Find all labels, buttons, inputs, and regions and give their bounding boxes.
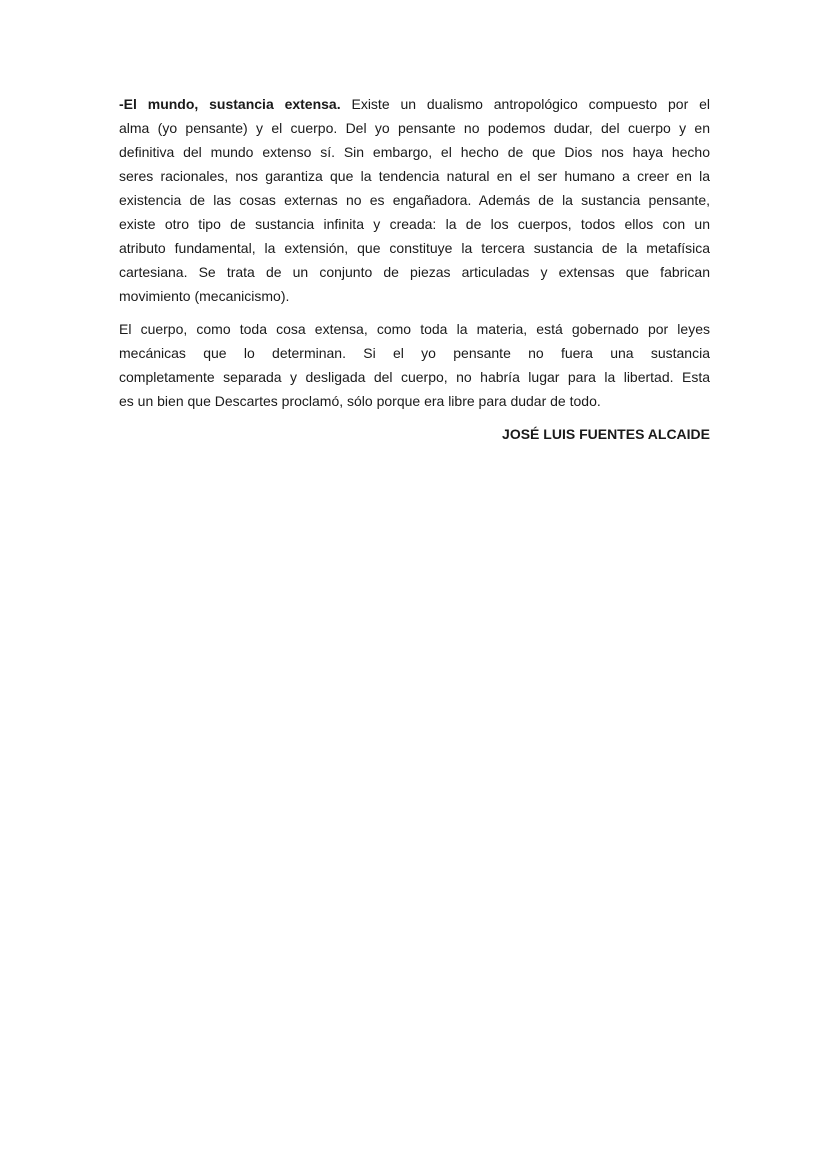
text-segment: existe otro tipo de sustancia infinita y creada: la de los cuerpos, todos ellos con un: [119, 216, 710, 232]
text-segment: existencia de las cosas externas no es engañadora. Además de la sustancia pensante,: [119, 192, 710, 208]
text-line: [119, 260, 710, 284]
bold-lead: -El mundo, sustancia extensa.: [119, 96, 341, 112]
text-line: [119, 389, 710, 413]
paragraph: [119, 317, 710, 413]
text-line: [119, 284, 710, 308]
text-segment: definitiva del mundo extenso sí. Sin embargo, el hecho de que Dios nos haya hecho: [119, 144, 710, 160]
text-line: [119, 164, 710, 188]
author-signature: JOSÉ LUIS FUENTES ALCAIDE: [502, 426, 710, 442]
text-segment: mecánicas que lo determinan. Si el yo pensante no fuera una sustancia: [119, 345, 710, 361]
text-line: [119, 140, 710, 164]
paragraphs: [119, 92, 710, 413]
text-segment: atributo fundamental, la extensión, que constituye la tercera sustancia de la metafísica: [119, 240, 710, 256]
text-segment: seres racionales, nos garantiza que la tendencia natural en el ser humano a creer en la: [119, 168, 710, 184]
text-line: [119, 317, 710, 341]
document-body: [119, 92, 710, 446]
text-segment: es un bien que Descartes proclamó, sólo porque era libre para dudar de todo.: [119, 393, 601, 409]
paragraph: [119, 92, 710, 308]
text-segment: cartesiana. Se trata de un conjunto de piezas articuladas y extensas que fabrican: [119, 264, 710, 280]
text-segment: alma (yo pensante) y el cuerpo. Del yo pensante no podemos dudar, del cuerpo y en: [119, 120, 710, 136]
text-segment: Existe un dualismo antropológico compuesto por el: [340, 96, 710, 112]
text-line: [119, 92, 710, 116]
text-line: [119, 188, 710, 212]
text-segment: El cuerpo, como toda cosa extensa, como toda la materia, está gobernado por leyes: [119, 321, 710, 337]
text-line: [119, 365, 710, 389]
text-line: [119, 236, 710, 260]
text-line: [119, 341, 710, 365]
text-line: [119, 116, 710, 140]
text-segment: completamente separada y desligada del cuerpo, no habría lugar para la libertad. Esta: [119, 369, 710, 385]
text-segment: movimiento (mecanicismo).: [119, 288, 290, 304]
text-line: [119, 212, 710, 236]
